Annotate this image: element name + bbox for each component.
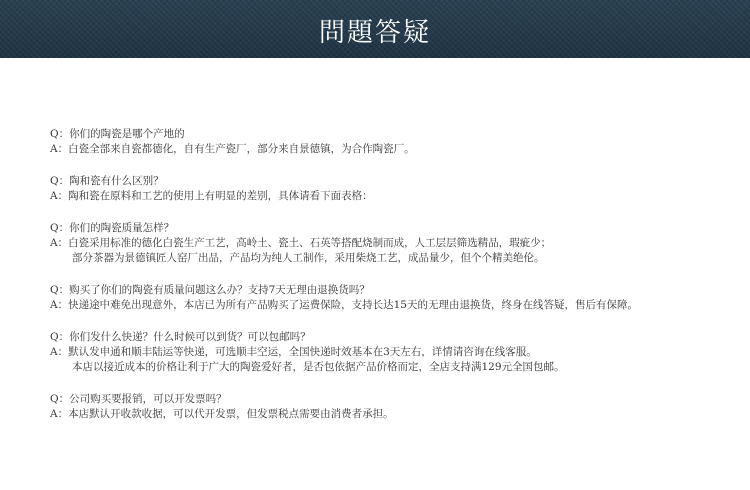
answer-prefix: A：: [50, 408, 69, 420]
faq-answer: [50, 298, 690, 313]
faq-answer: [50, 407, 690, 422]
question-text: 陶和瓷有什么区别？: [69, 175, 164, 187]
answer-continuation: 本店以接近成本的价格让利于广大的陶瓷爱好者，是否包依据产品价格而定，全店支持满129元全国包邮。: [72, 361, 565, 373]
faq-question: [50, 127, 690, 142]
question-prefix: Q：: [50, 222, 70, 234]
question-prefix: Q：: [50, 331, 70, 343]
faq-item: [50, 330, 690, 375]
faq-question: [50, 330, 690, 345]
answer-prefix: A：: [50, 237, 69, 249]
faq-item: [50, 221, 690, 266]
faq-item: [50, 127, 690, 157]
answer-text: 白瓷采用标准的德化白瓷生产工艺，高岭土、瓷土、石英等搭配烧制而成，人工层层筛选精品，瑕疵少；: [68, 237, 552, 249]
question-prefix: Q：: [50, 393, 70, 405]
answer-text: 快递途中难免出现意外，本店已为所有产品购买了运费保险，支持长达15天的无理由退换货，终身在线答疑，售后有保障。: [68, 299, 638, 311]
faq-answer: [50, 189, 690, 204]
answer-prefix: A：: [50, 346, 69, 358]
question-prefix: Q：: [50, 175, 70, 187]
answer-prefix: A：: [50, 299, 69, 311]
faq-answer: [50, 236, 690, 251]
faq-answer: [50, 345, 690, 360]
question-text: 你们的陶瓷是哪个产地的: [69, 128, 185, 140]
answer-text: 白瓷全部来自瓷都德化，自有生产瓷厂，部分来自景德镇，为合作陶瓷厂。: [68, 143, 415, 155]
faq-question: [50, 283, 690, 298]
question-prefix: Q：: [50, 128, 70, 140]
question-text: 购买了你们的陶瓷有质量问题这么办？支持7天无理由退换货吗？: [69, 284, 370, 296]
faq-list: [50, 127, 690, 439]
question-prefix: Q：: [50, 284, 70, 296]
question-text: 你们的陶瓷质量怎样？: [69, 222, 175, 234]
page-title: 問題答疑: [318, 17, 431, 48]
faq-question: [50, 174, 690, 189]
faq-question: [50, 221, 690, 236]
answer-prefix: A：: [50, 190, 69, 202]
faq-question: [50, 392, 690, 407]
question-text: 公司购买要报销，可以开发票吗？: [69, 393, 227, 405]
faq-item: [50, 392, 690, 422]
answer-continuation: 部分茶器为景德镇匠人窑厂出品，产品均为纯人工制作，采用柴烧工艺，成品量少，但个个精美绝伦。: [72, 252, 545, 264]
page-header: [0, 0, 750, 58]
answer-text: 默认发申通和顺丰陆运等快递，可选顺丰空运，全国快递时效基本在3天左右，详情请咨询在线客服。: [68, 346, 537, 358]
faq-item: [50, 174, 690, 204]
question-text: 你们发什么快递？什么时候可以到货？可以包邮吗？: [69, 331, 311, 343]
faq-answer: [50, 142, 690, 157]
answer-prefix: A：: [50, 143, 69, 155]
answer-text: 陶和瓷在原料和工艺的使用上有明显的差别，具体请看下面表格：: [68, 190, 373, 202]
faq-item: [50, 283, 690, 313]
answer-text: 本店默认开收款收据，可以代开发票，但发票税点需要由消费者承担。: [68, 408, 394, 420]
